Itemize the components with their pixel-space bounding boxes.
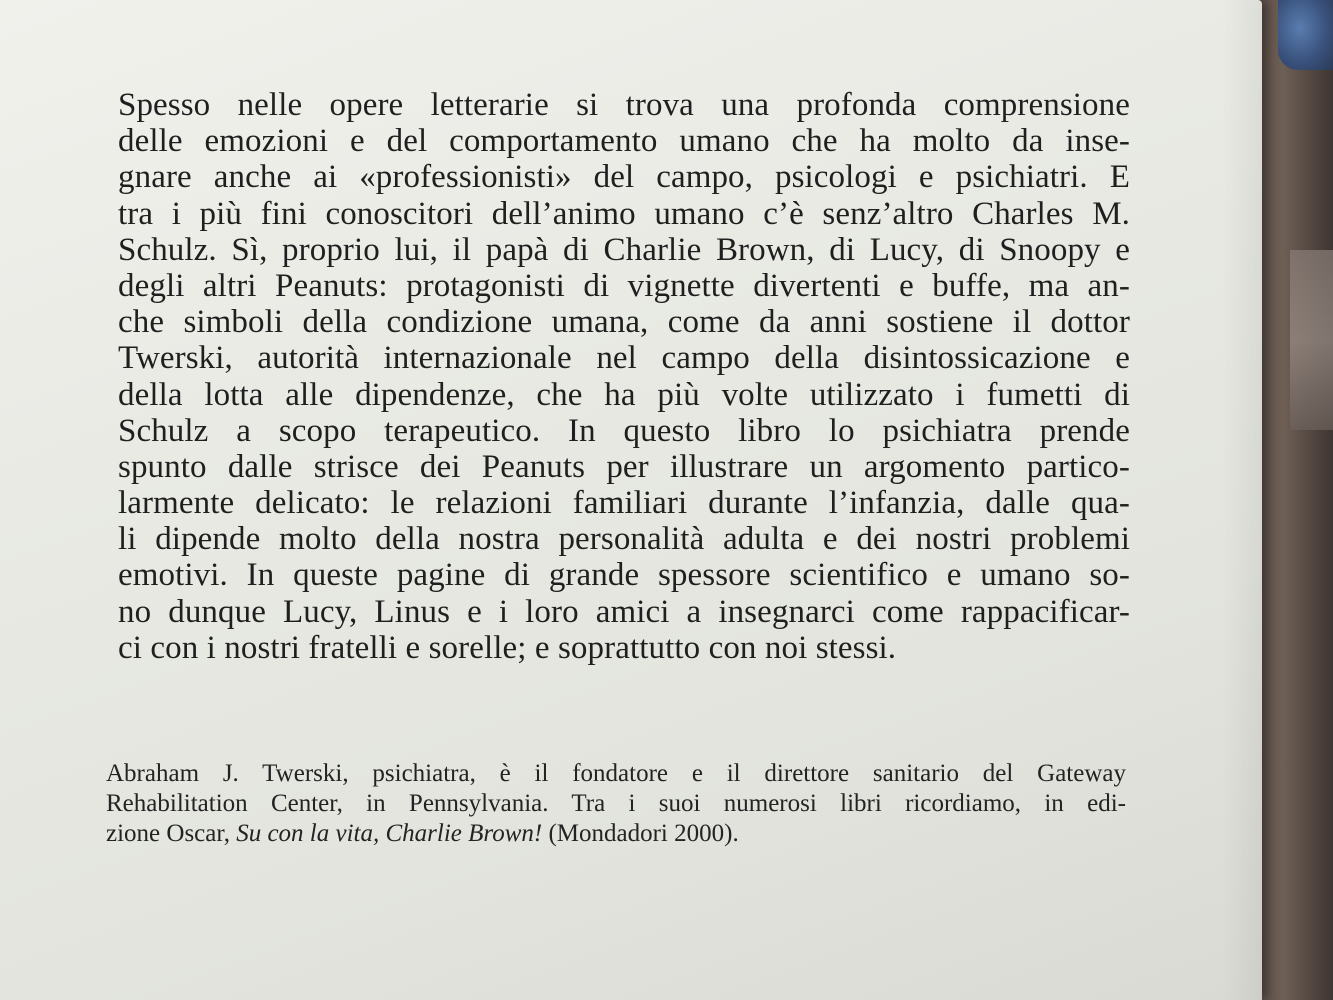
blurb-line: tra i più fini conoscitori dell’animo umano c’è senz’altro Charles M. bbox=[118, 195, 1130, 232]
blurb-line: che simboli della condizione umana, come da anni sostiene il dottor bbox=[118, 304, 1130, 341]
background-edge bbox=[1250, 0, 1333, 1000]
blurb-line: gnare anche ai «professionisti» del campo, psicologi e psichiatri. E bbox=[118, 159, 1130, 196]
blurb-line: li dipende molto della nostra personalità adulta e dei nostri problemi bbox=[118, 521, 1130, 558]
blurb-line: della lotta alle dipendenze, che ha più volte utilizzato i fumetti di bbox=[118, 376, 1130, 413]
author-bio bbox=[106, 759, 1126, 849]
book-title: Su con la vita, Charlie Brown! bbox=[236, 820, 543, 847]
blurb-line: Schulz a scopo terapeutico. In questo libro lo psichiatra prende bbox=[118, 412, 1130, 449]
blurb-line: Spesso nelle opere letterarie si trova una profonda comprensione bbox=[118, 87, 1130, 123]
bio-line: Rehabilitation Center, in Pennsylvania. Tra i suoi numerosi libri ricordiamo, in edi- bbox=[106, 790, 1126, 817]
blurb-line: Twerski, autorità internazionale nel campo della disintossicazione e bbox=[118, 340, 1130, 377]
blurb-line: Schulz. Sì, proprio lui, il papà di Charlie Brown, di Lucy, di Snoopy e bbox=[118, 231, 1130, 268]
adjacent-book-cover bbox=[1278, 0, 1333, 70]
blurb-line: larmente delicato: le relazioni familiari durante l’infanzia, dalle qua- bbox=[118, 485, 1130, 522]
blurb-paragraph bbox=[118, 87, 1130, 666]
blurb-line: emotivi. In queste pagine di grande spessore scientifico e umano so- bbox=[118, 557, 1130, 594]
blurb-line: no dunque Lucy, Linus e i loro amici a insegnarci come rappacificar- bbox=[118, 593, 1130, 630]
bio-line bbox=[106, 819, 1126, 849]
bio-prefix: zione Oscar, bbox=[106, 820, 237, 847]
blurb-line: spunto dalle strisce dei Peanuts per illustrare un argomento partico- bbox=[118, 448, 1130, 485]
blurb-line: degli altri Peanuts: protagonisti di vignette divertenti e buffe, ma an- bbox=[118, 267, 1130, 304]
blurb-line: ci con i nostri fratelli e sorelle; e soprattutto con noi stessi. bbox=[118, 629, 897, 666]
bio-suffix: (Mondadori 2000). bbox=[542, 820, 739, 847]
bio-line: Abraham J. Twerski, psichiatra, è il fondatore e il direttore sanitario del Gateway bbox=[106, 760, 1126, 787]
background-reflection bbox=[1290, 250, 1333, 430]
blurb-line: delle emozioni e del comportamento umano che ha molto da inse- bbox=[118, 123, 1130, 160]
